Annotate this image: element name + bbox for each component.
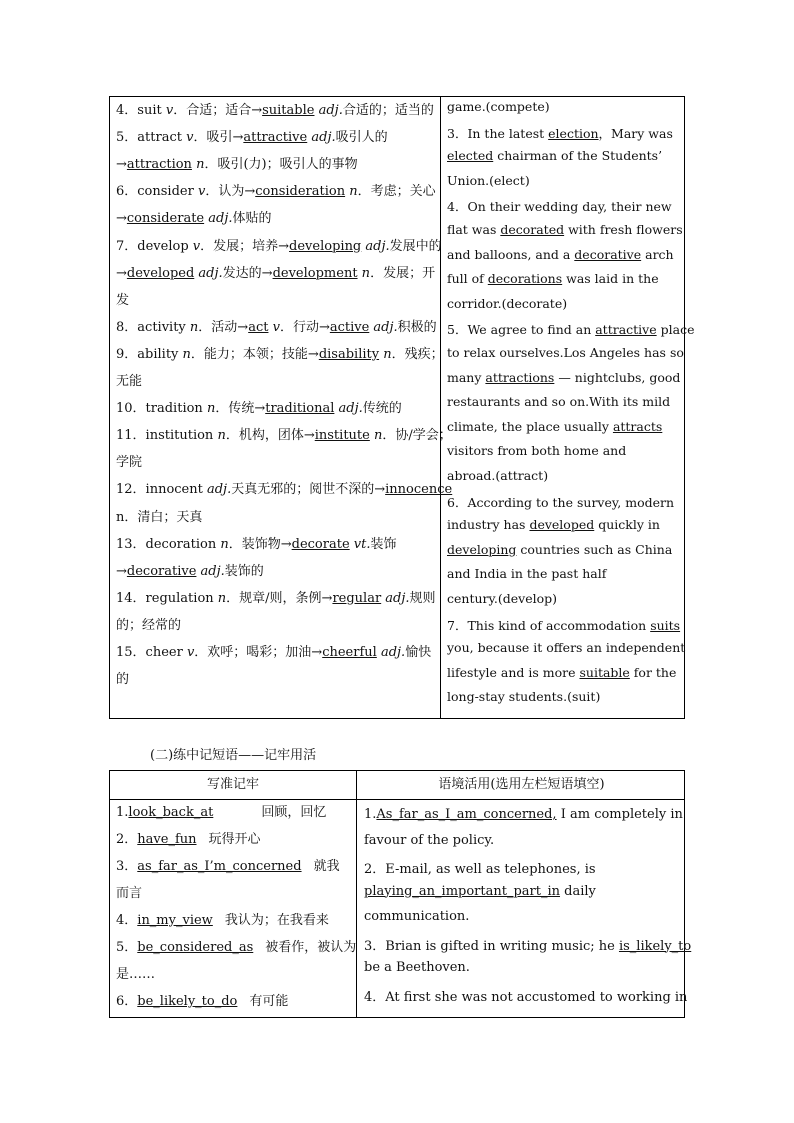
answer-blank: developed [529, 517, 595, 533]
entry-text: 的 [116, 672, 130, 688]
word-entry-line [116, 560, 264, 579]
exercise-line [447, 370, 680, 385]
line-text: 1. [116, 805, 129, 820]
exercise-line [447, 197, 672, 215]
answer-blank: elected [447, 148, 494, 164]
line-text: communication. [364, 909, 470, 924]
part-of-speech: n [357, 265, 371, 281]
part-of-speech: n [220, 536, 229, 552]
entry-number: 10． [116, 401, 146, 417]
definition: 合适的；适当的 [342, 103, 434, 118]
part-of-speech: vt. [349, 536, 371, 552]
definition: ．考虑；关心 [357, 184, 436, 200]
part-of-speech: adj. [381, 590, 410, 606]
line-text: 3．In the latest [447, 125, 549, 141]
line-text: 5． [116, 940, 138, 955]
entry-text: 发 [116, 292, 130, 308]
headword: activity [137, 319, 190, 335]
arrow: → [116, 265, 127, 281]
definition: ．发展；培养→ [200, 238, 290, 254]
word-entry-line [116, 126, 388, 145]
answer-blank: attracts [612, 418, 663, 434]
header-left: 写准记牢 [206, 777, 259, 792]
arrow: → [116, 563, 127, 579]
part-of-speech: adj. [334, 401, 363, 417]
line-text: full of [447, 271, 488, 287]
column-divider [356, 771, 357, 1017]
headword: decoration [145, 536, 221, 552]
part-of-speech: v [268, 319, 280, 335]
word-entry-line [116, 424, 452, 443]
definition: 积极的 [397, 319, 437, 335]
headword: innocent [145, 482, 207, 498]
answer-blank: as_far_as_I’m_concerned [137, 859, 302, 874]
part-of-speech: adj. [361, 238, 390, 254]
word-entry-line [116, 316, 437, 335]
entry-number: 6． [116, 184, 138, 200]
definition: 传统的 [362, 401, 402, 417]
exercise-line [447, 247, 674, 262]
usage-line [364, 833, 494, 848]
derived-word: suitable [262, 103, 315, 118]
exercise-line [447, 345, 684, 360]
derived-word: institute [314, 428, 370, 444]
word-entry-line [116, 289, 129, 308]
headword: attract [137, 130, 187, 146]
part-of-speech: v [192, 238, 201, 254]
line-text: countries such as China [516, 541, 673, 557]
exercise-line [447, 394, 670, 409]
word-entry-line [116, 262, 435, 281]
answer-blank: election [548, 125, 599, 141]
line-text: many [447, 369, 486, 385]
line-text: 6． [116, 994, 138, 1009]
part-of-speech: adj. [196, 563, 225, 579]
line-text: 5．We agree to find an [447, 322, 596, 338]
headword: tradition [145, 401, 207, 417]
entry-number: 13． [116, 536, 146, 552]
derived-word: developed [126, 265, 195, 281]
line-text: favour of the policy. [364, 832, 495, 848]
answer-blank: As_far_as_I_am_concerned, [376, 807, 557, 822]
line-text: and India in the past half [447, 566, 607, 582]
word-entry-line [116, 343, 444, 362]
phrase-line [116, 828, 261, 847]
exercise-line [447, 493, 674, 511]
line-text: 玩得开心 [208, 832, 261, 847]
phrase-line [116, 909, 329, 928]
line-text: Union.(elect) [447, 172, 530, 188]
line-text: 3．Brian is gifted in writing music; he [364, 938, 619, 954]
exercise-line [447, 665, 676, 680]
line-text: 就我 [313, 859, 340, 874]
derived-word: cheerful [322, 645, 377, 660]
definition: ．吸引→ [193, 130, 244, 146]
derived-word: consideration [255, 184, 346, 200]
part-of-speech: n [206, 401, 216, 417]
line-text: 1. [364, 807, 377, 822]
exercise-line [447, 148, 662, 163]
definition: ．机构，团体→ [225, 428, 315, 444]
line-text: — nightclubs, good [554, 369, 681, 385]
word-entry-line [116, 207, 272, 226]
line-text: climate, the place usually [447, 418, 613, 434]
answer-blank: is_likely_to [618, 938, 692, 954]
usage-line [364, 986, 687, 1005]
entry-number: 11． [116, 428, 146, 444]
definition: 吸引人的 [335, 130, 388, 146]
line-text: with fresh flowers [564, 222, 683, 237]
answer-blank: be_likely_to_do [137, 994, 238, 1009]
line-text: to relax ourselves.Los Angeles has so [447, 345, 684, 360]
line-text: game.(compete) [447, 99, 550, 114]
line-text: be a Beethoven. [364, 960, 470, 975]
entry-number: 15． [116, 645, 146, 660]
definition: ．规章/则，条例→ [226, 590, 333, 606]
headword: suit [137, 103, 166, 118]
word-entry-line [116, 668, 129, 687]
definition: ．装饰物→ [228, 536, 292, 552]
part-of-speech: n [217, 590, 227, 606]
exercise-line [447, 271, 659, 286]
entry-text: 的；经常的 [116, 617, 182, 633]
derived-word: act [248, 319, 269, 335]
arrow: → [116, 157, 127, 173]
part-of-speech: n [189, 319, 199, 335]
line-text: arch [641, 246, 674, 262]
entry-number: 12． [116, 482, 146, 498]
line-text: was laid in the [562, 271, 659, 287]
exercise-line [447, 124, 673, 142]
definition: ．残疾； [391, 346, 444, 362]
part-of-speech: adj. [206, 482, 232, 498]
definition: ．传统→ [215, 401, 266, 417]
definition: 愉快 [405, 645, 432, 660]
part-of-speech: adj. [314, 103, 343, 118]
definition: ．行动→ [279, 319, 330, 335]
line-text: I am completely in [556, 807, 683, 822]
line-text: 是…… [116, 967, 156, 982]
derived-word: decorative [126, 563, 197, 579]
part-of-speech: n [379, 346, 392, 362]
phrase-line [116, 882, 142, 901]
line-text: abroad.(attract) [447, 468, 549, 483]
line-text: 3． [116, 859, 138, 874]
word-entry-line [116, 614, 181, 633]
derived-word: decorate [291, 536, 350, 552]
usage-line [364, 960, 470, 975]
phrase-line [116, 936, 356, 955]
part-of-speech: adj. [376, 645, 406, 660]
line-text: place [656, 322, 695, 338]
line-text: ，Mary was [598, 125, 673, 141]
definition: ．认为→ [205, 184, 256, 200]
answer-blank: be_considered_as [137, 940, 254, 955]
headword: regulation [145, 590, 218, 606]
answer-blank: in_my_view [137, 913, 213, 928]
line-text: 7．This kind of accommodation [447, 617, 651, 633]
derived-word: active [329, 319, 370, 335]
definition: ．欢呼；喝彩；加油→ [194, 645, 323, 660]
phrase-line [116, 801, 326, 820]
arrow: → [116, 211, 127, 227]
headword: consider [137, 184, 198, 200]
exercise-line [447, 419, 662, 434]
line-text: for the [629, 664, 677, 680]
line-text: visitors from both home and [447, 443, 627, 459]
entry-number: 4． [116, 103, 138, 118]
part-of-speech: adj. [194, 265, 223, 281]
entry-number: 8． [116, 319, 138, 335]
part-of-speech: n [345, 184, 358, 200]
entry-number: 14． [116, 590, 146, 606]
line-text: corridor.(decorate) [447, 295, 568, 311]
part-of-speech: v [186, 130, 194, 146]
line-text: restaurants and so on.With its mild [447, 394, 671, 410]
part-of-speech: n [369, 428, 383, 444]
word-entry-line [116, 370, 142, 389]
derived-word: traditional [265, 401, 335, 417]
exercise-line [447, 640, 685, 655]
entry-number: 9． [116, 346, 138, 362]
header-divider [110, 799, 684, 800]
line-text: lifestyle and is more [447, 664, 580, 680]
word-entry-line [116, 153, 358, 172]
definition: 装饰 [370, 536, 397, 552]
word-entry-line [116, 478, 452, 497]
line-text: 2．E-mail, as well as telephones, is [364, 862, 596, 877]
part-of-speech: v [197, 184, 206, 200]
definition: 规则 [409, 590, 436, 606]
line-text: daily [560, 883, 596, 899]
entry-text: 无能 [116, 374, 143, 389]
definition: 发展中的 [389, 238, 442, 254]
answer-blank: decorations [487, 271, 563, 287]
part-of-speech: v [186, 645, 195, 660]
usage-line [364, 858, 596, 877]
part-of-speech: adj. [307, 130, 336, 146]
definition: 发达的→ [222, 265, 273, 281]
part-of-speech: n [182, 346, 191, 362]
derived-word: attractive [243, 130, 308, 146]
word-entry-line [116, 641, 431, 660]
line-text: industry has [447, 517, 530, 533]
line-text: 有可能 [249, 994, 289, 1009]
exercise-line [447, 517, 660, 532]
derived-word: innocence [385, 482, 453, 498]
line-text: flat was [447, 222, 501, 237]
word-entry-line [116, 99, 434, 118]
line-text: 4．At first she was not accustomed to working in [364, 989, 688, 1005]
line-text: 我认为；在我看来 [224, 913, 329, 928]
derived-word: regular [332, 590, 382, 606]
answer-blank: attractive [595, 322, 657, 338]
exercise-line [447, 689, 600, 704]
line-text: 4． [116, 913, 138, 928]
answer-blank: have_fun [137, 832, 197, 847]
definition: ．吸引(力)；吸引人的事物 [204, 157, 358, 173]
answer-blank: suitable [579, 664, 630, 680]
answer-blank: developing [447, 541, 517, 557]
vocabulary-table [109, 96, 695, 719]
phrase-line [116, 963, 155, 982]
part-of-speech: n [191, 157, 205, 173]
exercise-line [447, 296, 567, 311]
definition: 体贴的 [232, 211, 272, 227]
exercise-line [447, 468, 548, 483]
headword: ability [137, 346, 183, 362]
line-text: 6．According to the survey, modern [447, 494, 675, 510]
definition: ．协/学会； [382, 428, 452, 444]
line-text: you, because it offers an independent [447, 640, 686, 656]
word-entry-line [116, 587, 436, 606]
entry-text: n．清白；天真 [116, 509, 203, 525]
part-of-speech: v [165, 103, 174, 118]
entry-number: 5． [116, 130, 138, 146]
exercise-line [447, 566, 606, 581]
answer-blank: playing_an_important_part_in [364, 883, 561, 899]
derived-word: development [272, 265, 358, 281]
phrases-table [109, 770, 692, 1018]
definition: ．合适；适合→ [173, 103, 263, 118]
line-text: century.(develop) [447, 591, 558, 606]
headword: institution [145, 428, 218, 444]
word-entry-line [116, 533, 397, 552]
derived-word: attraction [126, 157, 192, 173]
headword: develop [137, 238, 193, 254]
usage-line [364, 935, 691, 954]
entry-number: 7． [116, 238, 138, 254]
line-text: 被看作，被认为 [265, 940, 357, 955]
part-of-speech: n [217, 428, 226, 444]
line-text: chairman of the Students’ [493, 148, 663, 164]
section-title: (二)练中记短语——记牢用活 [150, 748, 317, 763]
column-divider [440, 97, 441, 718]
word-entry-line [116, 397, 402, 416]
line-text: 2． [116, 832, 138, 847]
line-text: 回顾，回忆 [261, 805, 327, 820]
word-entry-line [116, 180, 436, 199]
definition: 天真无邪的；阅世不深的→ [231, 482, 386, 498]
headword: cheer [145, 645, 187, 660]
exercise-line [447, 173, 530, 188]
line-text: and balloons, and a [447, 246, 575, 262]
derived-word: disability [318, 346, 380, 362]
usage-line [364, 884, 596, 899]
line-text: 4．On their wedding day, their new [447, 199, 672, 215]
derived-word: considerate [126, 211, 205, 227]
exercise-line [447, 443, 626, 458]
part-of-speech: adj. [204, 211, 233, 227]
header-right: 语境活用(选用左栏短语填空) [438, 777, 605, 792]
exercise-line [447, 616, 680, 634]
usage-line [364, 807, 683, 822]
part-of-speech: adj. [369, 319, 398, 335]
definition: 装饰的 [224, 563, 264, 579]
line-text: 而言 [116, 886, 143, 901]
word-entry-line [116, 451, 142, 470]
line-text: long-stay students.(suit) [447, 689, 601, 705]
definition: ．活动→ [198, 319, 249, 335]
answer-blank: suits [650, 617, 681, 633]
answer-blank: decorative [574, 246, 642, 262]
entry-text: 学院 [116, 455, 143, 471]
word-entry-line [116, 506, 202, 525]
word-entry-line [116, 235, 442, 254]
answer-blank: look_back_at [128, 805, 214, 820]
definition: ．能力；本领；技能→ [190, 346, 319, 362]
answer-blank: attractions [485, 369, 555, 385]
line-text: quickly in [594, 517, 660, 533]
exercise-line [447, 542, 672, 557]
answer-blank: decorated [500, 222, 565, 237]
exercise-line [447, 320, 694, 338]
phrase-line [116, 990, 288, 1009]
exercise-line [447, 222, 683, 237]
exercise-line [447, 591, 557, 606]
phrase-line [116, 855, 340, 874]
definition: ．发展；开 [370, 265, 436, 281]
usage-line [364, 909, 469, 924]
derived-word: developing [289, 238, 362, 254]
exercise-line [447, 99, 550, 114]
